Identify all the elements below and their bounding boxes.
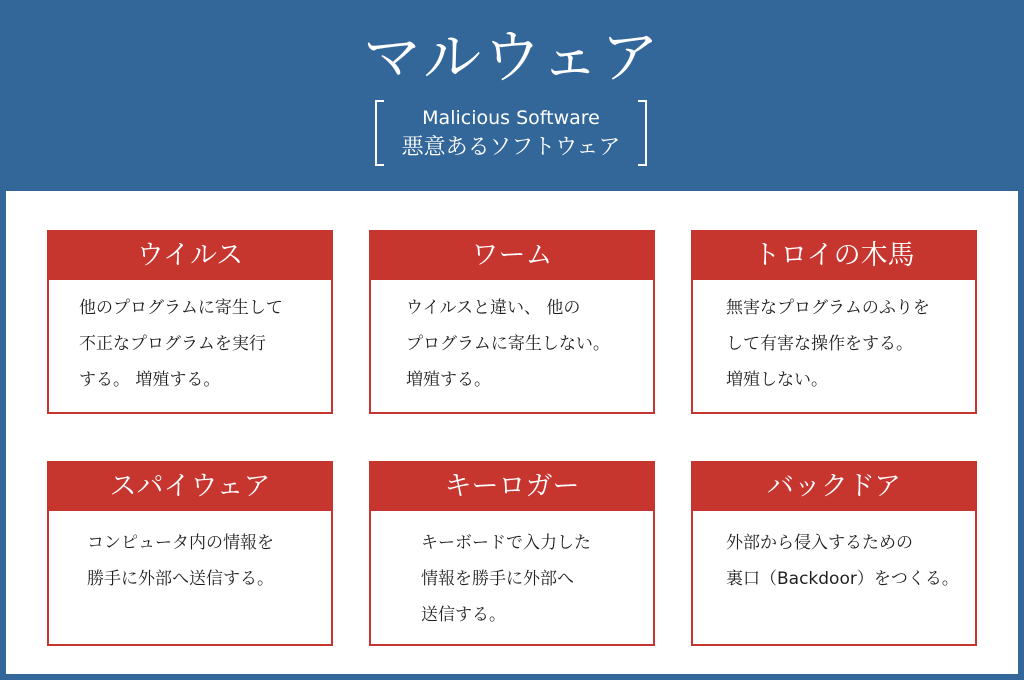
subtitle-japanese: 悪意あるソフトウェア (401, 135, 621, 160)
card-title: バックドア (693, 463, 975, 511)
description-line: 増殖する。 (406, 370, 491, 390)
card-description (49, 511, 331, 597)
description-line: コンピュータ内の情報を (87, 533, 274, 553)
description-line: 送信する。 (421, 605, 506, 625)
description-line: キーボードで入力した (421, 533, 591, 553)
description-line: して有害な操作をする。 (726, 334, 913, 354)
description-line: 裏口（Backdoor）をつくる。 (726, 569, 959, 589)
card-title: トロイの木馬 (693, 232, 975, 280)
subtitle-english: Malicious Software (422, 107, 600, 129)
card-description (371, 280, 653, 398)
subtitle-box (375, 100, 647, 166)
header-banner (0, 0, 1024, 191)
card-worm (369, 230, 655, 414)
description-line: 情報を勝手に外部へ (421, 569, 574, 589)
description-line: 増殖しない。 (726, 370, 828, 390)
description-line: 無害なプログラムのふりを (726, 298, 930, 318)
main-title: マルウェア (363, 23, 661, 91)
description-line: 勝手に外部へ送信する。 (87, 569, 274, 589)
description-line: する。 増殖する。 (79, 370, 221, 390)
card-title: スパイウェア (49, 463, 331, 511)
card-trojan-horse (691, 230, 977, 414)
description-line: 外部から侵入するための (726, 533, 913, 553)
card-virus (47, 230, 333, 414)
card-description (371, 511, 653, 633)
card-title: ウイルス (49, 232, 331, 280)
description-line: ウイルスと違い、 他の (406, 298, 581, 318)
description-line: 不正なプログラムを実行 (79, 334, 266, 354)
card-title: ワーム (371, 232, 653, 280)
card-description (693, 511, 975, 597)
card-description (49, 280, 331, 398)
card-keylogger (369, 461, 655, 646)
card-spyware (47, 461, 333, 646)
description-line: プログラムに寄生しない。 (406, 334, 610, 354)
description-line: 他のプログラムに寄生して (79, 298, 283, 318)
card-title: キーロガー (371, 463, 653, 511)
card-backdoor (691, 461, 977, 646)
card-description (693, 280, 975, 398)
